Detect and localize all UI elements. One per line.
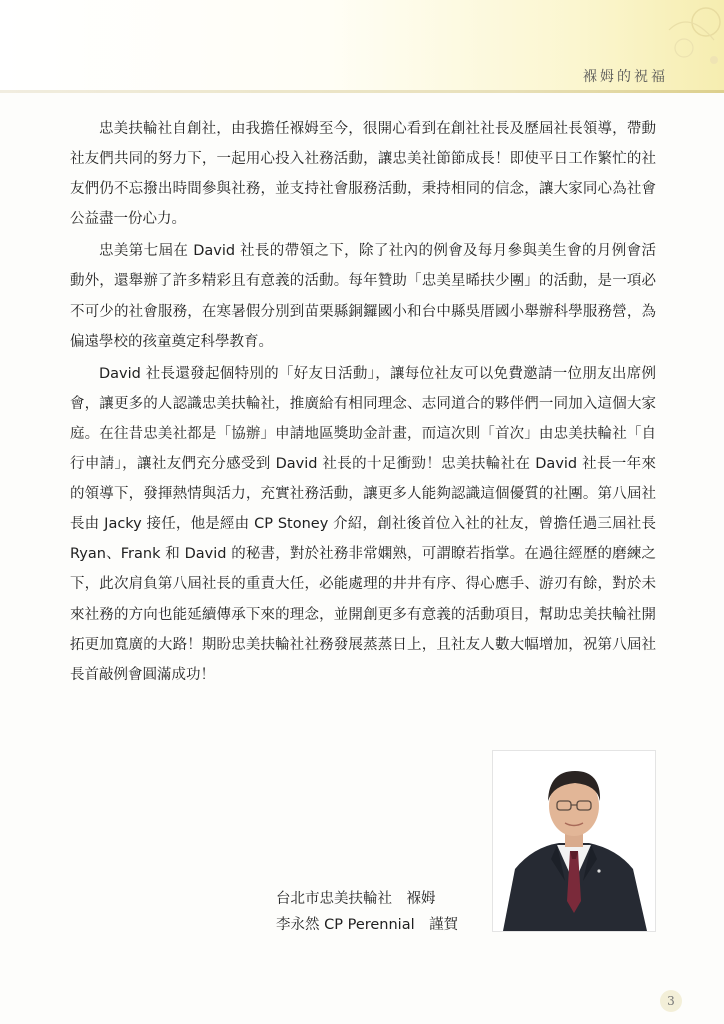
page-number: 3	[660, 990, 682, 1012]
header-divider	[0, 90, 724, 93]
article-paragraph: 忠美第七屆在 David 社長的帶領之下，除了社內的例會及每月參與美生會的月例會活動外，還舉辦了許多精彩且有意義的活動。每年贊助「忠美星晞扶少團」的活動，是一項必不可少的社會服務，在寒暑假分別到苗栗縣銅鑼國小和台中縣吳厝國小舉辦科學服務營，為偏遠學校的孩童奠定科學教育。	[70, 243, 656, 350]
signature-block	[276, 886, 458, 938]
article-body	[70, 114, 656, 692]
article-paragraph: 忠美扶輪社自創社，由我擔任褓姆至今，很開心看到在創社社長及歷屆社長領導，帶動社友們共同的努力下，一起用心投入社務活動，讓忠美社節節成長！即使平日工作繁忙的社友們仍不忘撥出時間參與社務，並支持社會服務活動，秉持相同的信念，讓大家同心為社會公益盡一份心力。	[70, 121, 656, 228]
signature-club: 台北市忠美扶輪社 褓姆	[276, 891, 436, 907]
portrait-illustration	[493, 751, 655, 931]
signature-name: 李永然 CP Perennial 謹賀	[276, 917, 459, 933]
portrait-photo	[492, 750, 656, 932]
article-paragraph: David 社長還發起個特別的「好友日活動」，讓每位社友可以免費邀請一位朋友出席例會，讓更多的人認識忠美扶輪社，推廣給有相同理念、志同道合的夥伴們一同加入這個大家庭。在往昔忠美社都是「協辦」申請地區獎助金計畫，而這次則「首次」由忠美扶輪社「自行申請」，讓社友們充分感受到 David 社長的十足衝勁！忠美扶輪社在 David 社長一年來的領導下，發揮熱情與活力，充實社務活動，讓更多人能夠認識這個優質的社團。第八屆社長由 Jacky 接任，他是經由 CP Stoney 介紹，創社後首位入社的社友，曾擔任過三屆社長 Ryan、Frank 和 David 的秘書，對於社務非常嫻熟，可謂瞭若指掌。在過往經歷的磨練之下，此次肩負第八屆社長的重責大任，必能處理的井井有序、得心應手、游刃有餘，對於未來社務的方向也能延續傳承下來的理念，並開創更多有意義的活動項目，幫助忠美扶輪社開拓更加寬廣的大路！期盼忠美扶輪社社務發展蒸蒸日上，且社友人數大幅增加，祝第八屆社長首敲例會圓滿成功！	[70, 365, 656, 683]
section-title: 褓姆的祝福	[583, 69, 668, 85]
